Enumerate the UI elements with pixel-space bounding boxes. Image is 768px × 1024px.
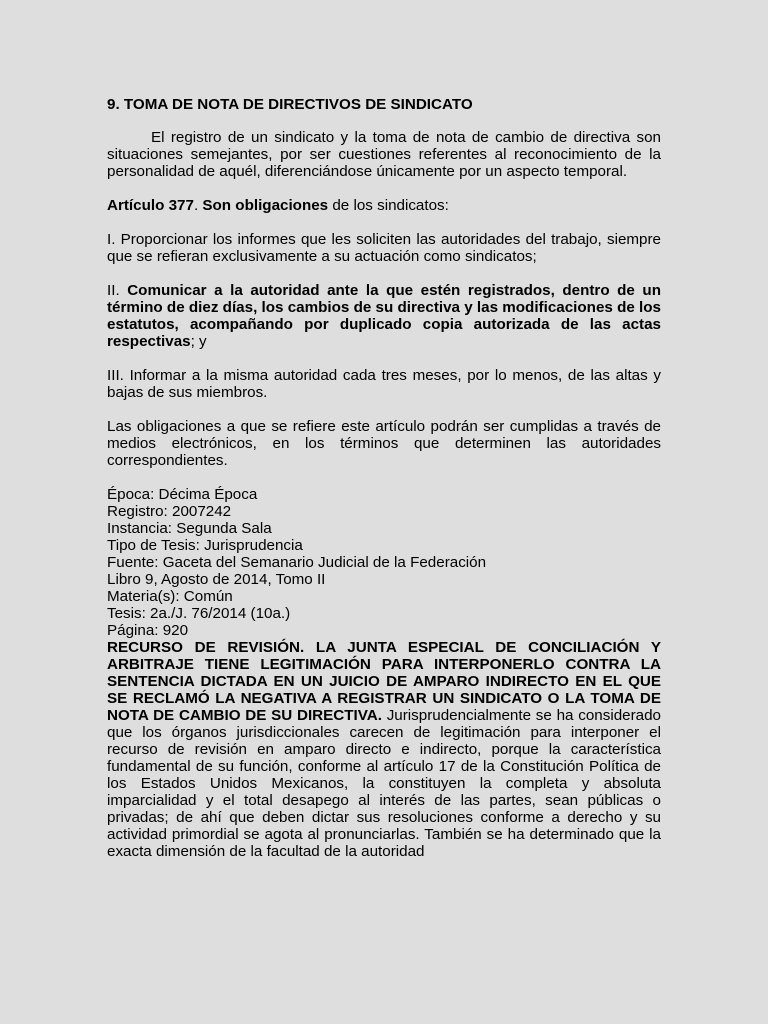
section-heading: 9. TOMA DE NOTA DE DIRECTIVOS DE SINDICATO — [107, 96, 473, 113]
metadata-instancia: Instancia: Segunda Sala — [107, 520, 272, 537]
item-ii-prefix: II. — [107, 282, 128, 299]
metadata-epoca: Época: Décima Época — [107, 486, 258, 503]
metadata-tipo-tesis: Tipo de Tesis: Jurisprudencia — [107, 537, 303, 554]
article-heading — [107, 197, 661, 214]
article-period: . — [193, 197, 203, 214]
thesis-body: Jurisprudencialmente se ha considerado que los órganos jurisdiccionales carecen de legitimación para interponer el recurso de revisión en amparo directo e indirecto, porque la característica fundamental de su función, conforme al artículo 17 de la Constitución Política de los Estados Unidos Mexicanos, la constituyen la completa y absoluta imparcialidad y el total desapego al interés de las partes, sean públicas o privadas; de ahí que deben dictar sus resoluciones conforme a derecho y su actividad primordial se agota al pronunciarlas. También se ha determinado que la exacta dimensión de la facultad de la autoridad — [107, 707, 661, 860]
thesis-metadata — [107, 486, 661, 639]
metadata-fuente: Fuente: Gaceta del Semanario Judicial de la Federación — [107, 554, 487, 571]
item-ii-suffix: ; y — [190, 333, 207, 350]
metadata-tesis: Tesis: 2a./J. 76/2014 (10a.) — [107, 605, 291, 622]
item-i: I. Proporcionar los informes que les soliciten las autoridades del trabajo, siempre que se refieran exclusivamente a su actuación como sindicatos; — [107, 231, 661, 265]
item-ii — [107, 282, 661, 350]
metadata-registro: Registro: 2007242 — [107, 503, 232, 520]
item-ii-bold: Comunicar a la autoridad ante la que estén registrados, dentro de un término de diez días, los cambios de su directiva y las modificaciones de los estatutos, acompañando por duplicado copia autorizada de las actas respectivas — [107, 282, 661, 350]
thesis-text — [107, 639, 661, 860]
thesis-title: RECURSO DE REVISIÓN. LA JUNTA ESPECIAL DE CONCILIACIÓN Y ARBITRAJE TIENE LEGITIMACIÓN PARA INTERPONERLO CONTRA LA SENTENCIA DICTADA EN UN JUICIO DE AMPARO INDIRECTO EN EL QUE SE RECLAMÓ LA NEGATIVA A REGISTRAR UN SINDICATO O LA TOMA DE NOTA DE CAMBIO DE SU DIRECTIVA. — [107, 639, 661, 724]
metadata-materia: Materia(s): Común — [107, 588, 233, 605]
document-page — [107, 96, 661, 860]
item-iii: III. Informar a la misma autoridad cada tres meses, por lo menos, de las altas y bajas de sus miembros. — [107, 367, 661, 401]
intro-paragraph: El registro de un sindicato y la toma de nota de cambio de directiva son situaciones semejantes, por ser cuestiones referentes al reconocimiento de la personalidad de aquél, diferenciándose únicamente por un aspecto temporal. — [107, 129, 661, 180]
article-title-bold: Son obligaciones — [202, 197, 329, 214]
article-number: Artículo 377 — [107, 197, 194, 214]
closing-paragraph: Las obligaciones a que se refiere este artículo podrán ser cumplidas a través de medios electrónicos, en los términos que determinen las autoridades correspondientes. — [107, 418, 661, 469]
metadata-pagina: Página: 920 — [107, 622, 189, 639]
article-title-rest: de los sindicatos: — [328, 197, 449, 214]
metadata-libro: Libro 9, Agosto de 2014, Tomo II — [107, 571, 326, 588]
